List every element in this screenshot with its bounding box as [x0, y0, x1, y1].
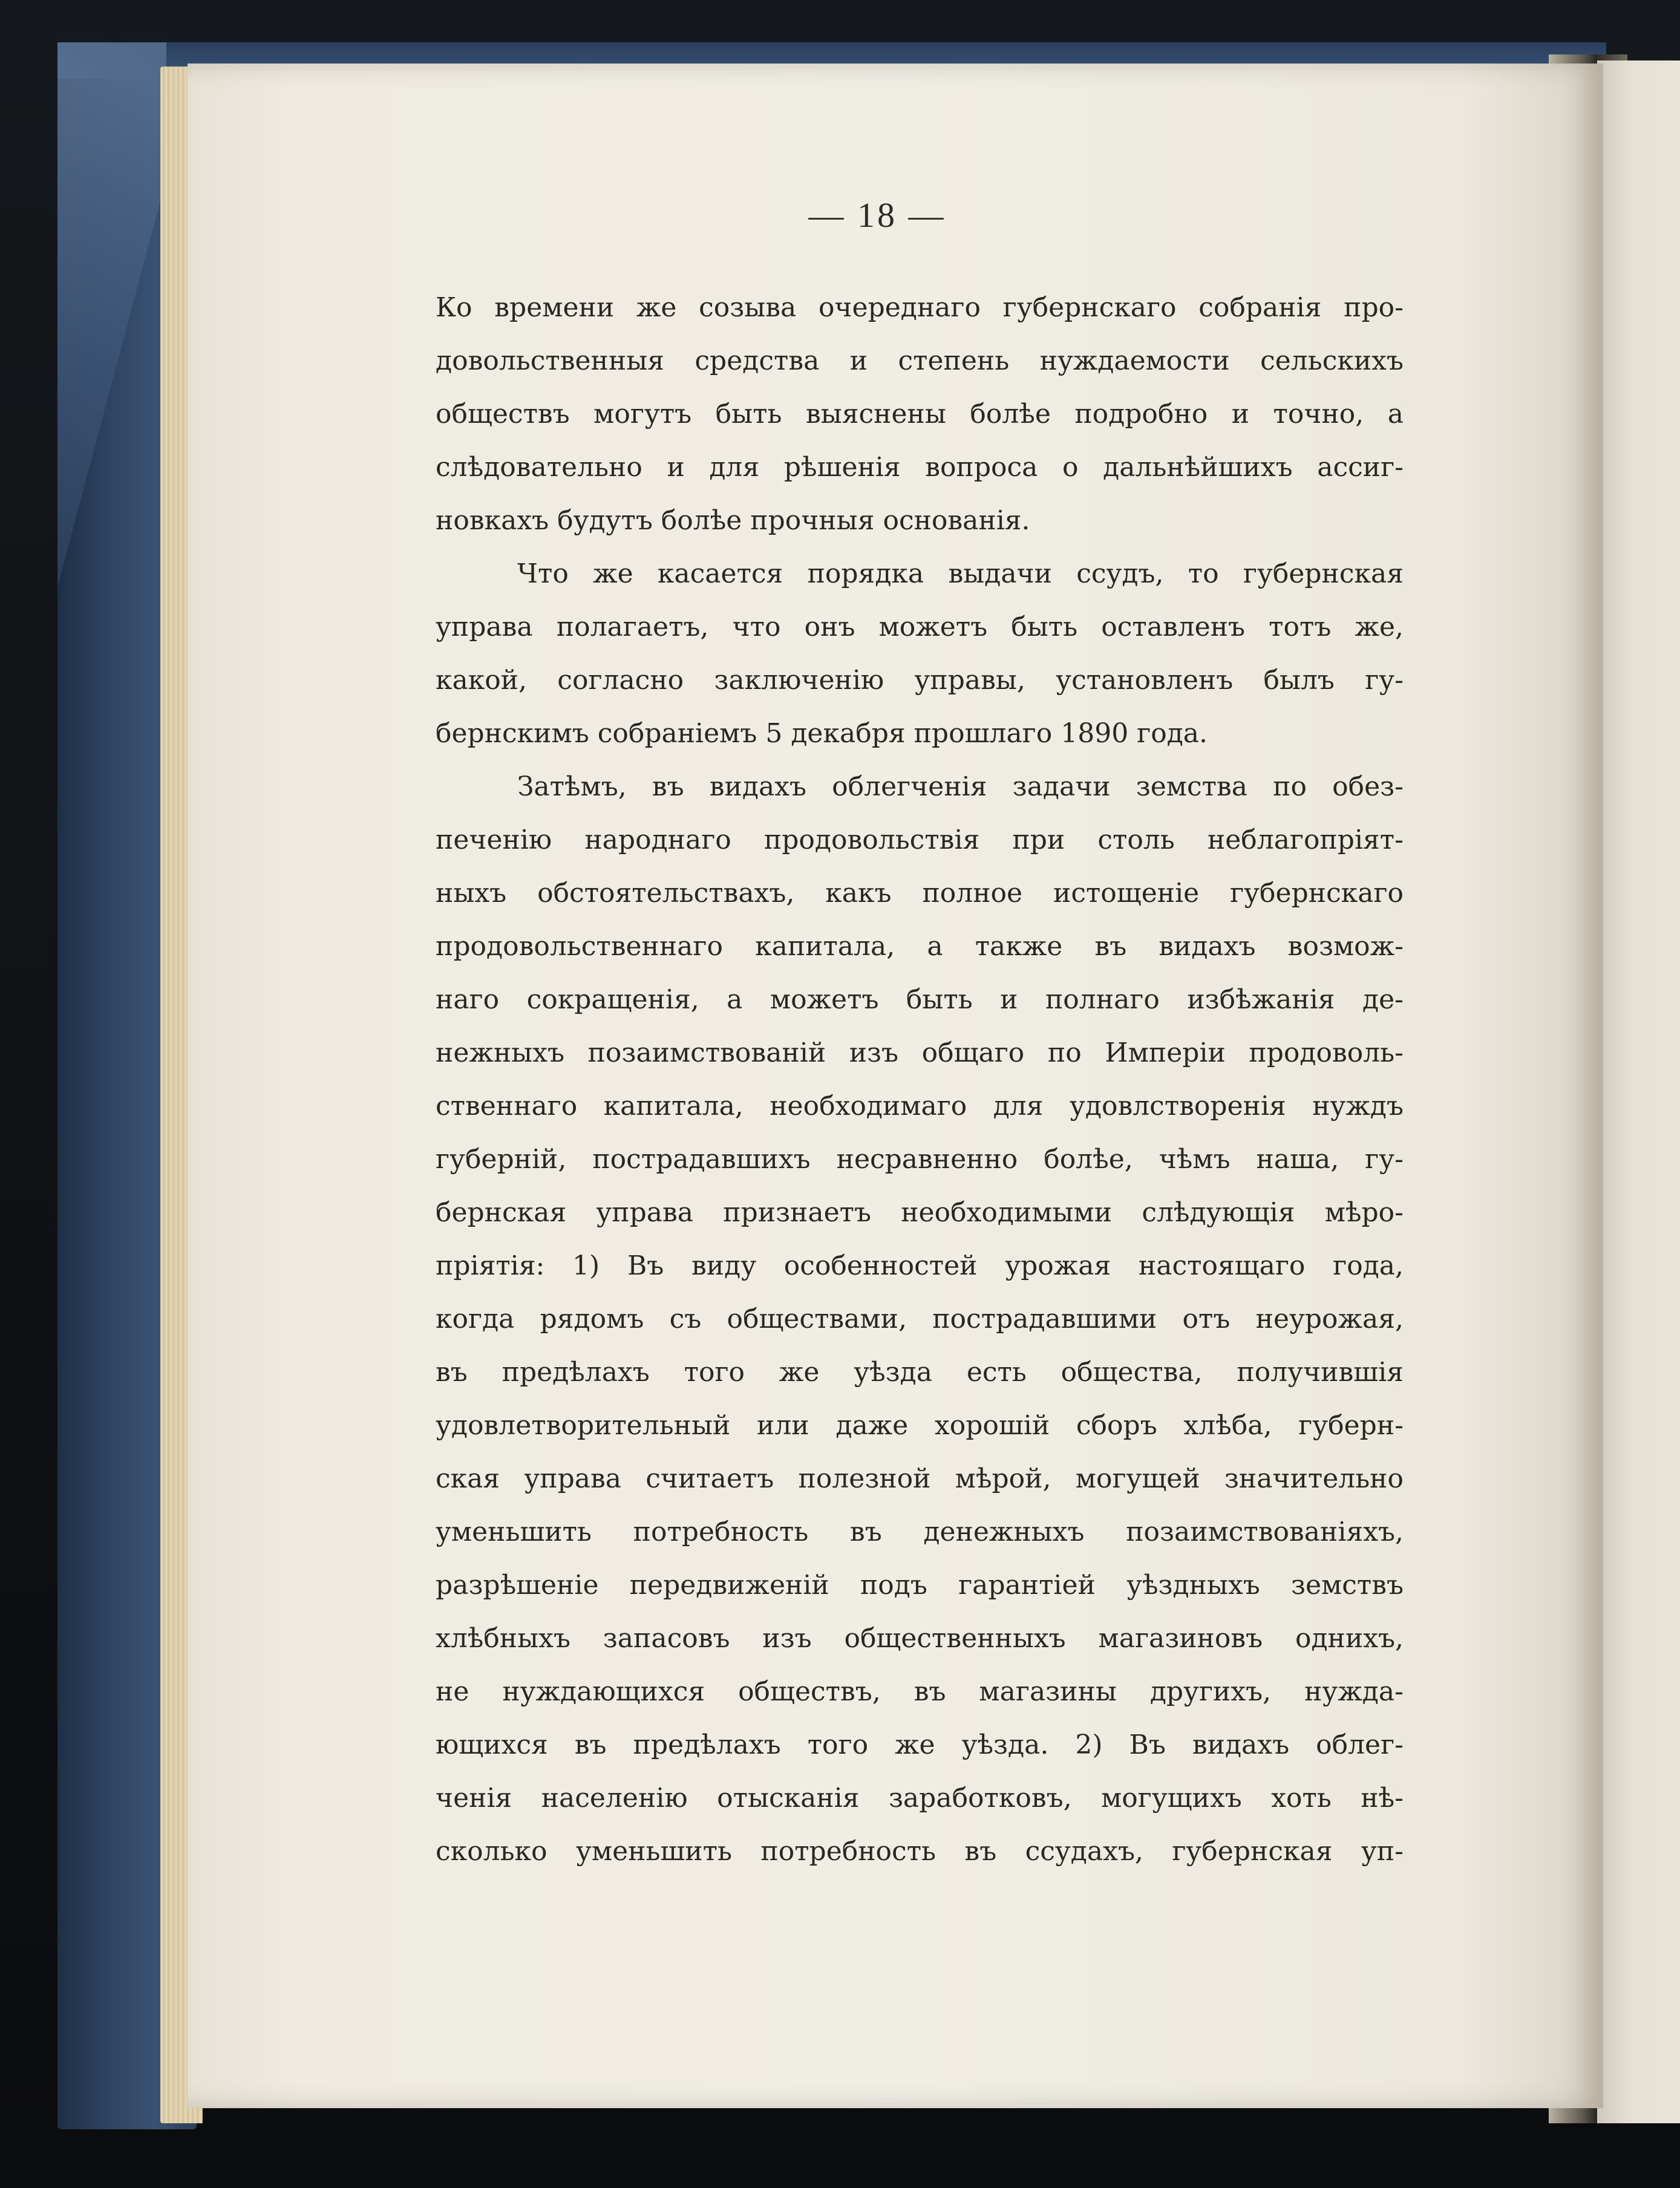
text-line: ченія населенію отысканія заработковъ, могущихъ хоть нѣ- [436, 1783, 1404, 1814]
text-line: продовольственнаго капитала, а также въ видахъ возмож- [436, 931, 1404, 962]
text-line: бернская управа признаетъ необходимыми слѣдующія мѣро- [436, 1197, 1404, 1228]
text-line: Затѣмъ, въ видахъ облегченія задачи земства по обез- [517, 771, 1404, 802]
page-text [436, 281, 1404, 1878]
text-line: Что же касается порядка выдачи ссудъ, то губернская [517, 558, 1404, 589]
page-number: — 18 — [808, 195, 946, 235]
text-line: довольственныя средства и степень нуждаемости сельскихъ [436, 345, 1404, 376]
text-line: обществъ могутъ быть выяснены болѣе подробно и точно, а [436, 399, 1404, 429]
text-line: бернскимъ собраніемъ 5 декабря прошлаго 1890 года. [436, 718, 1208, 749]
text-line: какой, согласно заключенію управы, установленъ былъ гу- [436, 665, 1404, 696]
text-line: уменьшить потребность въ денежныхъ позаимствованіяхъ, [436, 1517, 1404, 1547]
text-line: ющихся въ предѣлахъ того же уѣзда. 2) Въ видахъ облег- [436, 1729, 1404, 1760]
text-line: нежныхъ позаимствованій изъ общаго по Имперіи продоволь- [436, 1037, 1404, 1068]
text-line: не нуждающихся обществъ, въ магазины другихъ, нужда- [436, 1676, 1404, 1707]
text-line: ская управа считаетъ полезной мѣрой, могущей значительно [436, 1463, 1404, 1494]
text-line: ственнаго капитала, необходимаго для удовлстворенія нуждъ [436, 1091, 1404, 1122]
text-line: новкахъ будутъ болѣе прочныя основанія. [436, 505, 1030, 536]
text-line: слѣдовательно и для рѣшенія вопроса о дальнѣйшихъ ассиг- [436, 452, 1404, 483]
text-line: управа полагаетъ, что онъ можетъ быть оставленъ тотъ же, [436, 612, 1404, 642]
text-line: губерній, пострадавшихъ несравненно болѣе, чѣмъ наша, гу- [436, 1144, 1404, 1175]
text-line: наго сокращенія, а можетъ быть и полнаго избѣжанія де- [436, 984, 1404, 1015]
text-line: разрѣшеніе передвиженій подъ гарантіей уѣздныхъ земствъ [436, 1570, 1404, 1601]
text-line: печенію народнаго продовольствія при столь неблагопріят- [436, 825, 1404, 855]
text-line: хлѣбныхъ запасовъ изъ общественныхъ магазиновъ однихъ, [436, 1623, 1404, 1654]
text-line: удовлетворительный или даже хорошій сборъ хлѣба, губерн- [436, 1410, 1404, 1441]
text-line: Ко времени же созыва очереднаго губернскаго собранія про- [436, 292, 1404, 323]
text-line: ныхъ обстоятельствахъ, какъ полное истощеніе губернскаго [436, 878, 1404, 909]
text-line: пріятія: 1) Въ виду особенностей урожая настоящаго года, [436, 1250, 1404, 1281]
text-line: въ предѣлахъ того же уѣзда есть общества, получившія [436, 1357, 1404, 1388]
text-line: сколько уменьшить потребность въ ссудахъ, губернская уп- [436, 1836, 1404, 1867]
right-page-edge [1597, 60, 1680, 2123]
text-line: когда рядомъ съ обществами, пострадавшими отъ неурожая, [436, 1304, 1404, 1334]
